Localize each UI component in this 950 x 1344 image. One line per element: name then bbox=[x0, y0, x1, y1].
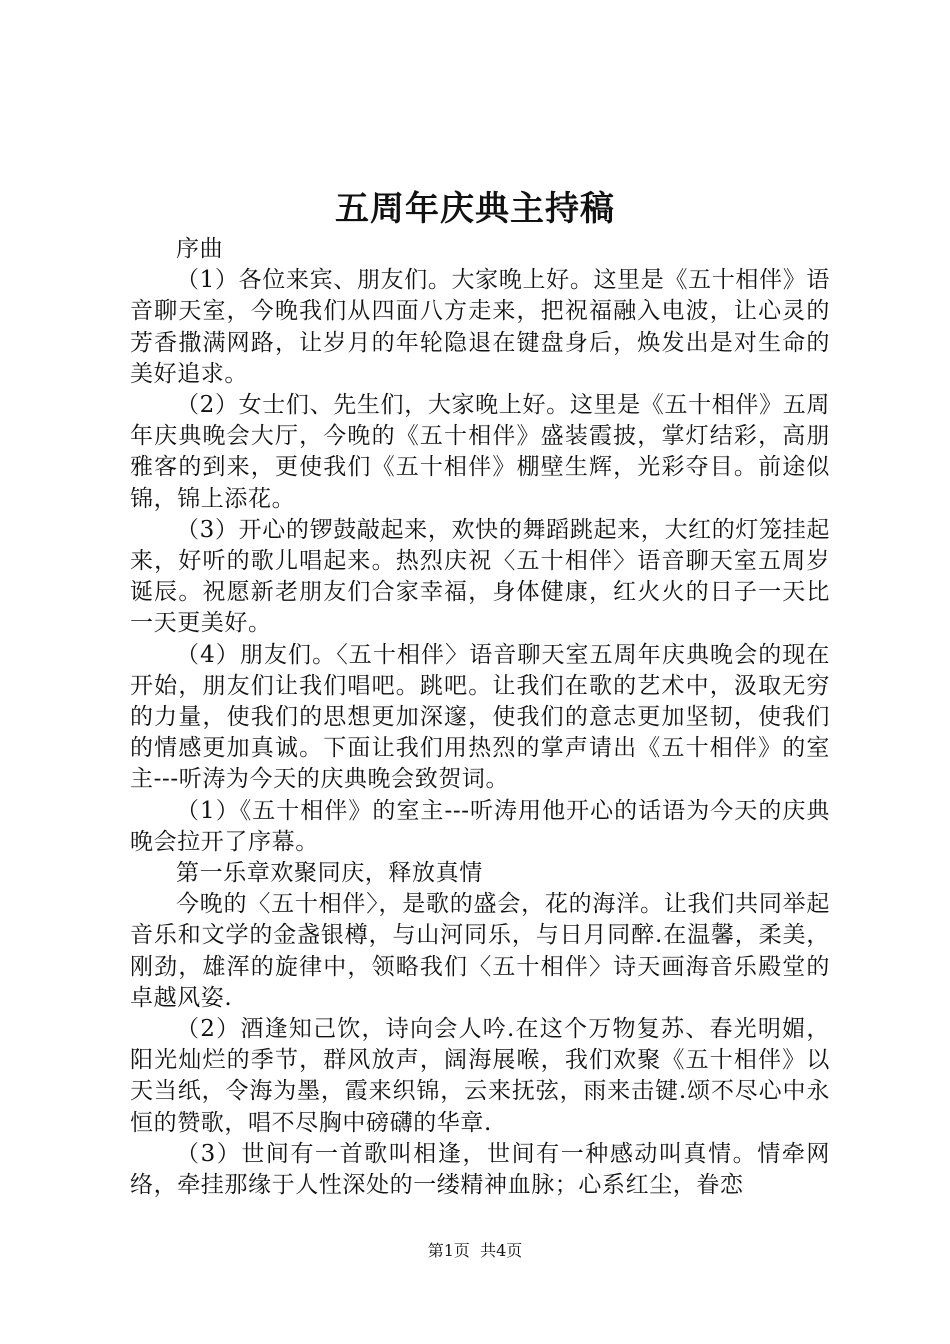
paragraph: （2）女士们、先生们，大家晚上好。这里是《五十相伴》五周年庆典晚会大厅，今晚的《五十相伴》盛装霞披，掌灯结彩，高朋雅客的到来，更使我们《五十相伴》棚壁生辉，光彩夺目。前途似锦，锦上添花。 bbox=[130, 392, 830, 512]
paragraph: （3）世间有一首歌叫相逢，世间有一种感动叫真情。情牵网络，牵挂那缘于人性深处的一缕精神血脉；心系红尘，眷恋 bbox=[130, 1140, 830, 1199]
paragraph: （1）《五十相伴》的室主---听涛用他开心的话语为今天的庆典晚会拉开了序幕。 bbox=[130, 797, 830, 855]
page-number-label: 第1页 共4页 bbox=[427, 1241, 523, 1260]
paragraph: （2）酒逢知己饮，诗向会人吟.在这个万物复苏、春光明媚，阳光灿烂的季节，群风放声，阔海展喉，我们欢聚《五十相伴》以天当纸，令海为墨，霞来织锦，云来抚弦，雨来击键.颂不尽心中永恒的赞歌，唱不尽胸中磅礴的华章. bbox=[130, 1016, 830, 1136]
paragraph: （3）开心的锣鼓敲起来，欢快的舞蹈跳起来，大红的灯笼挂起来，好听的歌儿唱起来。热烈庆祝〈五十相伴〉语音聊天室五周岁诞辰。祝愿新老朋友们合家幸福，身体健康，红火火的日子一天比一天更美好。 bbox=[130, 516, 830, 637]
document-body bbox=[130, 234, 830, 1201]
paragraph: 今晚的〈五十相伴〉，是歌的盛会，花的海洋。让我们共同举起音乐和文学的金盏银樽，与山河同乐，与日月同醉.在温馨，柔美，刚劲，雄浑的旋律中，领略我们〈五十相伴〉诗天画海音乐殿堂的卓越风姿. bbox=[130, 891, 830, 1011]
paragraph-prelude-heading: 序曲 bbox=[176, 236, 224, 262]
document-title: 五周年庆典主持稿 bbox=[335, 189, 615, 229]
page-footer bbox=[0, 1240, 950, 1262]
paragraph: （4）朋友们。〈五十相伴〉语音聊天室五周年庆典晚会的现在开始，朋友们让我们唱吧。跳吧。让我们在歌的艺术中，汲取无穷的力量，使我们的思想更加深邃，使我们的意志更加坚韧，使我们的情感更加真诚。下面让我们用热烈的掌声请出《五十相伴》的室主---听涛为今天的庆典晚会致贺词。 bbox=[130, 641, 830, 793]
paragraph-chapter-heading: 第一乐章欢聚同庆，释放真情 bbox=[176, 860, 483, 887]
paragraph: （1）各位来宾、朋友们。大家晚上好。这里是《五十相伴》语音聊天室，今晚我们从四面八方走来，把祝福融入电波，让心灵的芳香撒满网路，让岁月的年轮隐退在键盘身后，焕发出是对生命的美好追求。 bbox=[130, 267, 830, 387]
